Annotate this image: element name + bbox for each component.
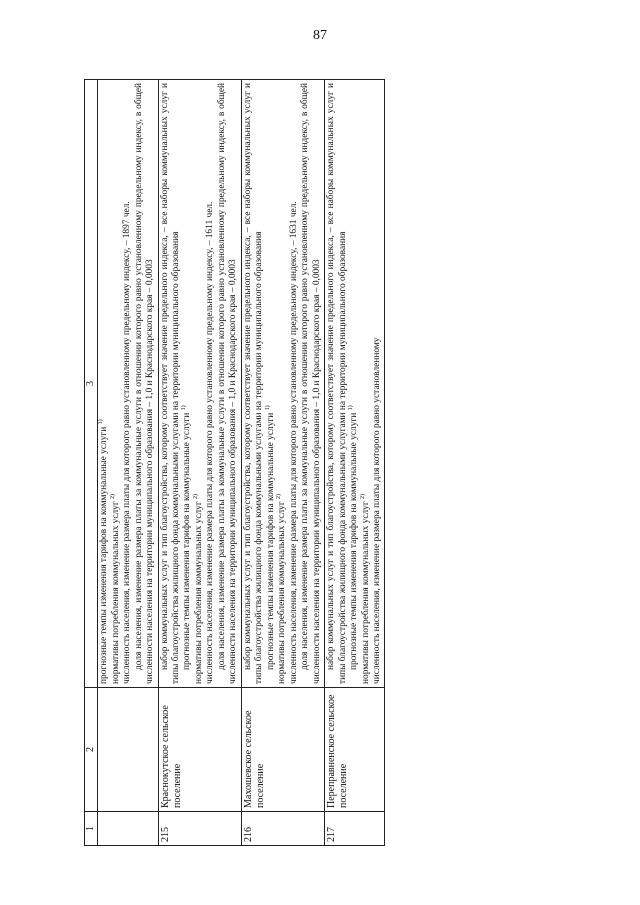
rotated-table-container — [84, 80, 584, 846]
detail-line: доля населения, изменение размера платы за коммунальные услуги в отношении которого равно установленному предельному индексу, в общей численности населения на территории муниципального образования – 1,0 и Краснодарского края – 0,0003 — [300, 83, 322, 684]
table-row — [158, 80, 241, 846]
detail-line: доля населения, изменение размера платы за коммунальные услуги в отношении которого равно установленному предельному индексу, в общей численности населения на территории муниципального образования – 1,0 и Краснодарского края – 0,0003 — [133, 83, 156, 684]
table-row — [325, 80, 385, 846]
row-details — [98, 80, 158, 688]
row-number: 215 — [158, 812, 241, 846]
detail-line: нормативы потребления коммунальных услуг — [277, 501, 288, 684]
detail-line: доля населения, изменение размера платы за коммунальные услуги в отношении которого равно установленному предельному индексу, в общей численности населения на территории муниципального образования – 1,0 и Краснодарского края – 0,0003 — [216, 83, 239, 684]
footnote-marker: 2) — [109, 493, 116, 499]
detail-line: нормативы потребления коммунальных услуг — [110, 501, 121, 684]
detail-line: нормативы потребления коммунальных услуг — [360, 501, 371, 684]
data-table — [84, 79, 385, 846]
detail-line: набор коммунальных услуг и тип благоустройства, которому соответствует значение предельного индекса, – все наборы коммунальных услуг и типы благоустройства жилищного фонда коммунальными услугами на территории муниципального образования — [159, 83, 181, 684]
detail-line: численность населения, изменение размера платы для которого равно установленному предельному индексу, – 1631 чел. — [288, 201, 299, 684]
detail-line: набор коммунальных услуг и тип благоустройства, которому соответствует значение предельного индекса, – все наборы коммунальных услуг и типы благоустройства жилищного фонда коммунальными услугами на территории муниципального образования — [326, 83, 348, 684]
footnote-marker: 2) — [276, 493, 283, 499]
table-header-row — [85, 80, 98, 846]
row-number — [98, 812, 158, 846]
detail-line: численность населения, изменение размера платы для которого равно установленному предельному индексу, – 1611 чел. — [205, 201, 216, 684]
municipality-name: Переправненское сельское поселение — [325, 688, 385, 812]
detail-line: прогнозные темпы изменения тарифов на коммунальные услуги — [349, 412, 360, 670]
detail-line: нормативы потребления коммунальных услуг — [193, 501, 204, 684]
detail-line: прогнозные темпы изменения тарифов на коммунальные услуги — [182, 412, 193, 670]
row-number: 216 — [241, 812, 324, 846]
table-row — [241, 80, 324, 846]
detail-line: прогнозные темпы изменения тарифов на коммунальные услуги — [99, 426, 110, 684]
footnote-marker: 1) — [264, 405, 271, 411]
header-col-3: 3 — [85, 80, 98, 688]
header-col-1: 1 — [85, 812, 98, 846]
row-details — [241, 80, 324, 688]
municipality-name: Махошевское сельское поселение — [241, 688, 324, 812]
row-details — [158, 80, 241, 688]
detail-line: набор коммунальных услуг и тип благоустройства, которому соответствует значение предельного индекса, – все наборы коммунальных услуг и типы благоустройства жилищного фонда коммунальными услугами на территории муниципального образования — [242, 83, 265, 684]
footnote-marker: 1) — [98, 419, 105, 425]
detail-line: прогнозные темпы изменения тарифов на коммунальные услуги — [265, 412, 276, 670]
row-number: 217 — [325, 812, 385, 846]
municipality-name — [98, 688, 158, 812]
table-row-continuation — [98, 80, 158, 846]
row-details — [325, 80, 385, 688]
detail-line: численность населения, изменение размера платы для которого равно установленному предельному индексу, – 1897 чел. — [122, 201, 133, 684]
footnote-marker: 2) — [359, 493, 366, 499]
footnote-marker: 2) — [192, 493, 199, 499]
header-col-2: 2 — [85, 688, 98, 812]
municipality-name: Краснокутское сельское поселение — [158, 688, 241, 812]
detail-line: численность населения, изменение размера платы для которого равно установленному — [371, 337, 382, 684]
footnote-marker: 1) — [181, 405, 188, 411]
footnote-marker: 1) — [347, 405, 354, 411]
page-number: 87 — [313, 28, 327, 43]
